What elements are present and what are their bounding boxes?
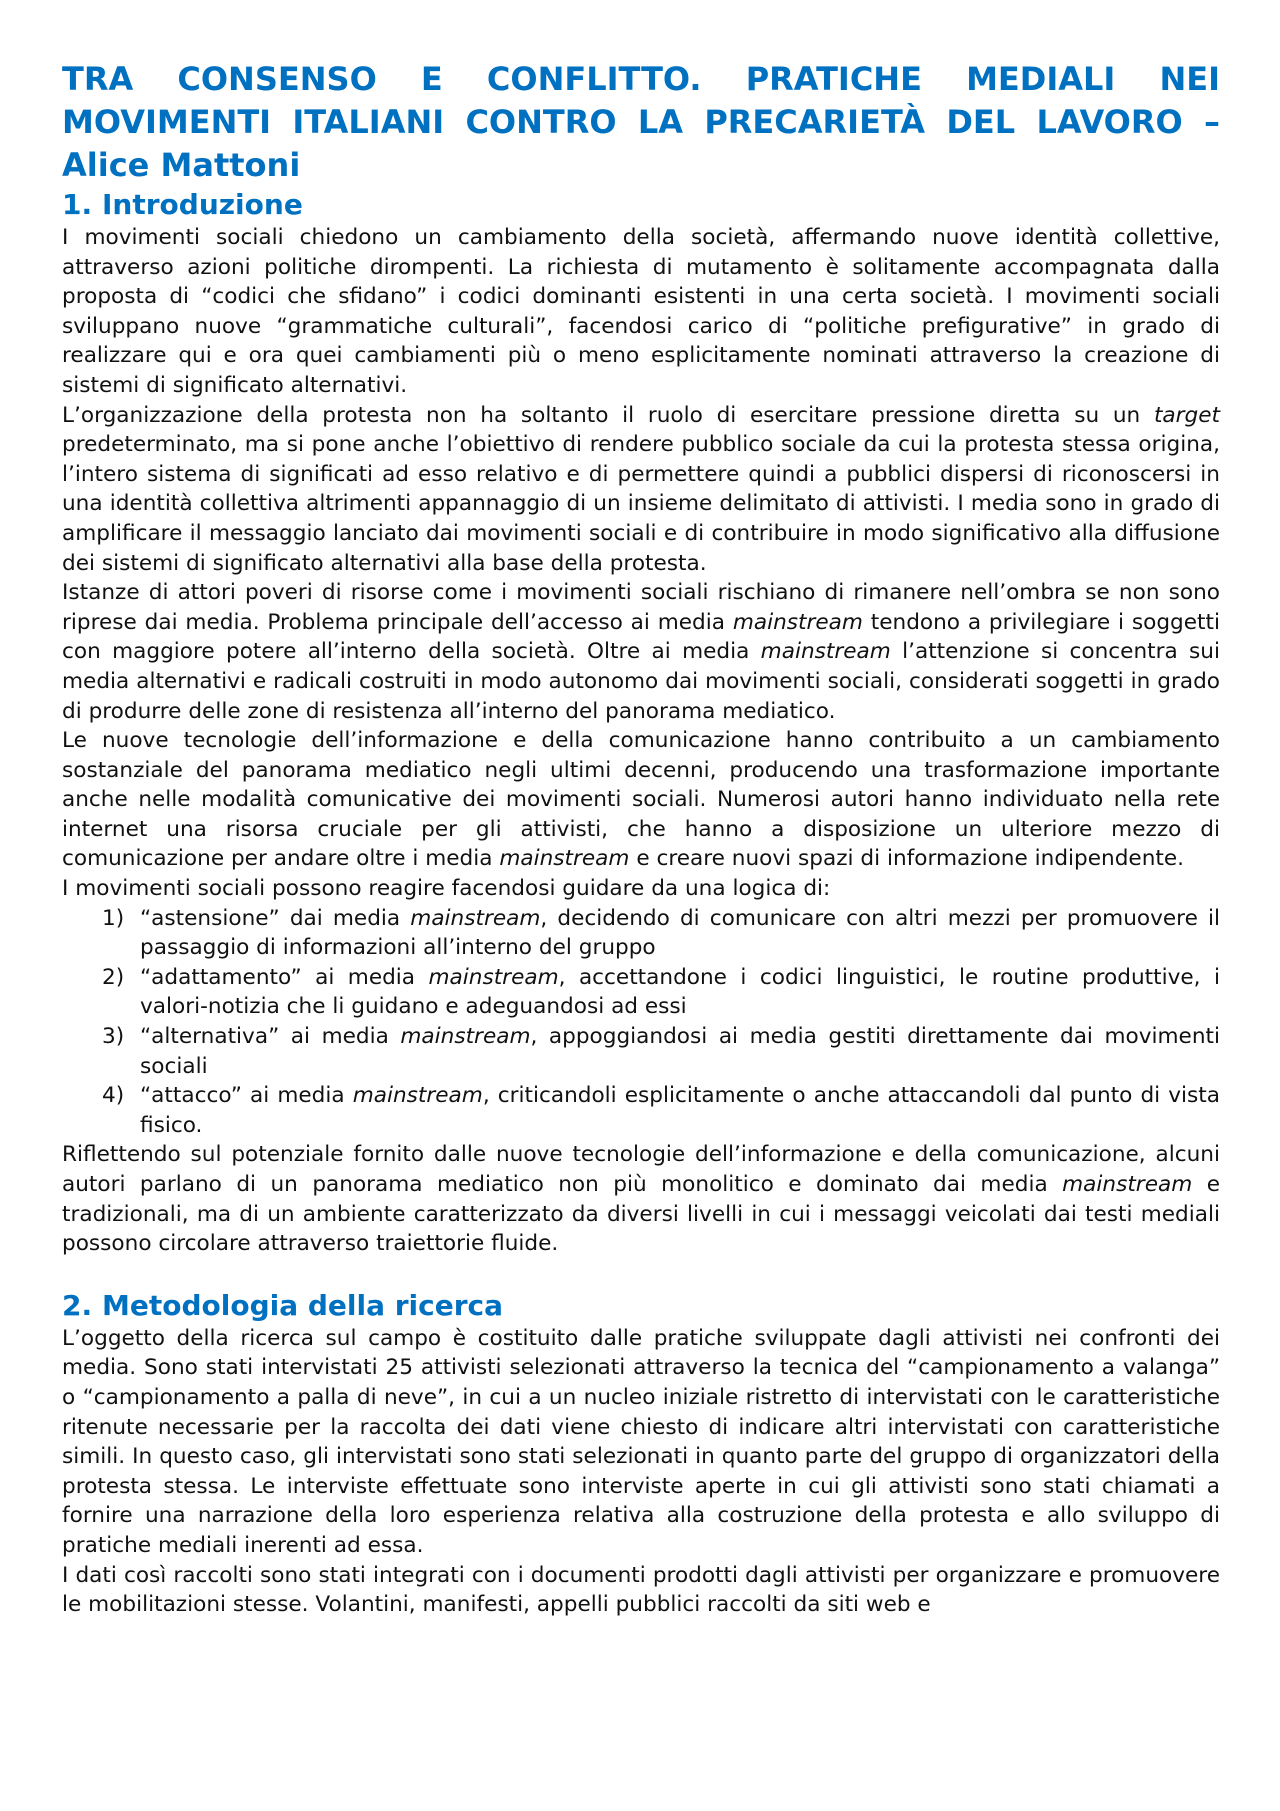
- paragraph: [62, 726, 1220, 874]
- section-title: Introduzione: [102, 188, 303, 221]
- italic-term: mainstream: [760, 639, 891, 665]
- italic-term: mainstream: [732, 609, 863, 635]
- list-item: [102, 1022, 1220, 1081]
- text-run: “astensione” dai media: [140, 905, 411, 931]
- text-run: e creare nuovi spazi di informazione indipendente.: [629, 846, 1185, 872]
- paragraph: [62, 401, 1220, 579]
- text-run: Le nuove tecnologie dell’informazione e della comunicazione hanno contribuito a un cambiamento sostanziale del panorama mediatico negli ultimi decenni, producendo una trasformazione importante anche nelle modalità comunicative dei movimenti sociali. Numerosi autori hanno individuato nella rete internet una risorsa cruciale per gli attivisti, che hanno a disposizione un ulteriore mezzo di comunicazione per andare oltre i media: [62, 728, 1220, 872]
- text-run: , appoggiandosi ai media gestiti direttamente dai movimenti sociali: [140, 1024, 1220, 1079]
- paragraph: I movimenti sociali chiedono un cambiamento della società, affermando nuove identità collettive, attraverso azioni politiche dirompenti. La richiesta di mutamento è solitamente accompagnata dalla proposta di “codici che sfidano” i codici dominanti esistenti in una certa società. I movimenti sociali sviluppano nuove “grammatiche culturali”, facendosi carico di “politiche prefigurative” in grado di realizzare qui e ora quei cambiamenti più o meno esplicitamente nominati attraverso la creazione di sistemi di significato alternativi.: [62, 225, 1220, 398]
- text-run: L’organizzazione della protesta non ha soltanto il ruolo di esercitare pressione diretta su un: [62, 402, 1154, 428]
- list-marker: 2): [102, 964, 125, 990]
- section-title: Metodologia della ricerca: [102, 1288, 504, 1322]
- list-marker: 1): [102, 905, 125, 931]
- text-run: , accettandone i codici linguistici, le routine produttive, i valori-notizia che li guidano e adeguandosi ad essi: [140, 964, 1220, 1020]
- section-heading-introduzione: [62, 187, 1220, 223]
- list-marker: 3): [102, 1024, 125, 1050]
- document-title: TRA CONSENSO E CONFLITTO. PRATICHE MEDIALI NEI MOVIMENTI ITALIANI CONTRO LA PRECARIETÀ DEL LAVORO – Alice Mattoni: [62, 60, 1220, 184]
- italic-term: mainstream: [400, 1024, 531, 1050]
- text-run: “alternativa” ai media: [140, 1024, 401, 1050]
- paragraph: L’oggetto della ricerca sul campo è costituito dalle pratiche sviluppate dagli attivisti nei confronti dei media. Sono stati intervistati 25 attivisti selezionati attraverso la tecnica del “campionamento a valanga” o “campionamento a palla di neve”, in cui a un nucleo iniziale ristretto di intervistati con le caratteristiche ritenute necessarie per la raccolta dei dati viene chiesto di indicare altri intervistati con caratteristiche simili. In questo caso, gli intervistati sono stati selezionati in quanto parte del gruppo di organizzatori della protesta stessa. Le interviste effettuate sono interviste aperte in cui gli attivisti sono stati chiamati a fornire una narrazione della loro esperienza relativa alla costruzione della protesta e allo sviluppo di pratiche mediali inerenti ad essa.: [62, 1325, 1220, 1558]
- section-number: 1.: [62, 188, 93, 221]
- paragraph: I movimenti sociali possono reagire facendosi guidare da una logica di:: [62, 876, 831, 902]
- paragraph: I dati così raccolti sono stati integrati con i documenti prodotti dagli attivisti per organizzare e promuovere le mobilitazioni stesse. Volantini, manifesti, appelli pubblici raccolti da siti web e: [62, 1562, 1220, 1618]
- list-item: [102, 963, 1220, 1022]
- italic-term: mainstream: [352, 1083, 483, 1109]
- italic-term: target: [1153, 402, 1220, 428]
- text-run: e tradizionali, ma di un ambiente caratterizzato da diversi livelli in cui i messaggi veicolati dai testi mediali possono circolare attraverso traiettorie fluide.: [62, 1172, 1220, 1257]
- text-run: l’attenzione si concentra sui media alternativi e radicali costruiti in modo autonomo dai movimenti sociali, considerati soggetti in grado di produrre delle zone di resistenza all’interno del panorama mediatico.: [62, 639, 1220, 724]
- italic-term: mainstream: [499, 846, 630, 872]
- italic-term: mainstream: [410, 905, 541, 931]
- text-run: “attacco” ai media: [140, 1083, 353, 1109]
- section-number: 2.: [62, 1288, 93, 1322]
- numbered-list: [62, 904, 1220, 1141]
- section-heading-metodologia: [62, 1288, 1220, 1324]
- paragraph: [62, 1140, 1220, 1258]
- text-run: Riflettendo sul potenziale fornito dalle nuove tecnologie dell’informazione e della comunicazione, alcuni autori parlano di un panorama mediatico non più monolitico e dominato dai media: [62, 1142, 1220, 1197]
- paragraph: [62, 578, 1220, 726]
- text-run: , decidendo di comunicare con altri mezzi per promuovere il passaggio di informazioni all’interno del gruppo: [140, 905, 1220, 961]
- italic-term: mainstream: [428, 964, 559, 990]
- text-run: , criticandoli esplicitamente o anche attaccandoli dal punto di vista fisico.: [140, 1083, 1220, 1138]
- list-marker: 4): [102, 1083, 125, 1109]
- italic-term: mainstream: [1062, 1172, 1193, 1197]
- text-run: predeterminato, ma si pone anche l’obiettivo di rendere pubblico sociale da cui la protesta stessa origina, l’intero sistema di significati ad esso relativo e di permettere quindi a pubblici dispersi di riconoscersi in una identità collettiva altrimenti appannaggio di un insieme delimitato di attivisti. I media sono in grado di amplificare il messaggio lanciato dai movimenti sociali e di contribuire in modo significativo alla diffusione dei sistemi di significato alternativi alla base della protesta.: [62, 432, 1220, 576]
- text-run: tendono a privilegiare i soggetti con maggiore potere all’interno della società. Oltre ai media: [62, 609, 1220, 665]
- text-run: Istanze di attori poveri di risorse come i movimenti sociali rischiano di rimanere nell’ombra se non sono riprese dai media. Problema principale dell’accesso ai media: [62, 580, 1220, 635]
- list-item: [102, 1081, 1220, 1140]
- text-run: “adattamento” ai media: [140, 964, 429, 990]
- list-item: [102, 904, 1220, 963]
